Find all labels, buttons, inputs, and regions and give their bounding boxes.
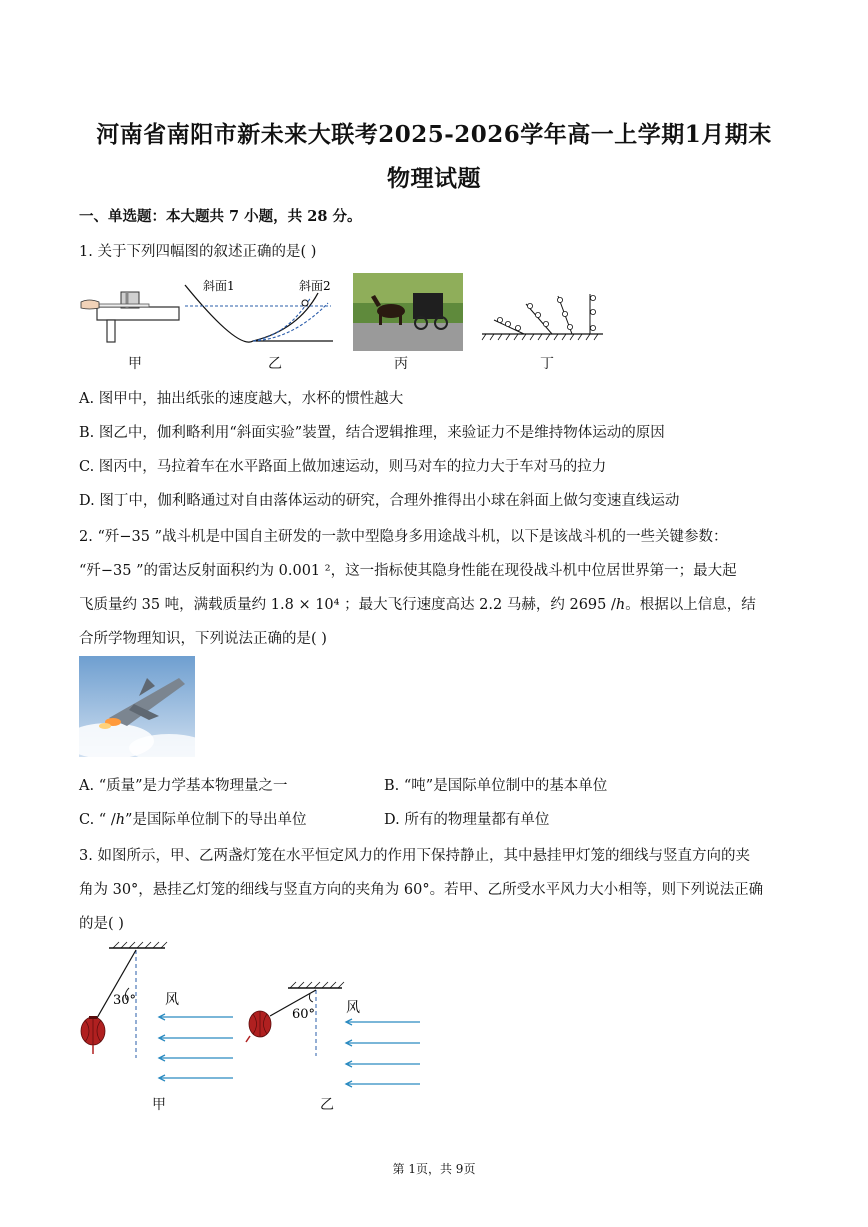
q3-stem-line3: 的是( ) (79, 916, 124, 932)
q3-wind-label-yi: 风 (346, 1000, 360, 1016)
q3-figure-yi (238, 978, 428, 1088)
exam-subtitle: 物理试题 (387, 165, 481, 192)
q3-label-jia: 甲 (152, 1097, 166, 1113)
q3-wind-label-jia: 风 (165, 992, 179, 1008)
q1-slope1-label: 斜面1 (203, 279, 235, 293)
section-heading: 一、单选题：本大题共 7 小题，共 28 分。 (79, 208, 362, 225)
exam-title: 河南省南阳市新未来大联考2025-2026学年高一上学期1月期末 (96, 121, 772, 148)
page-footer: 第 1页，共 9页 (392, 1162, 476, 1176)
q1-stem: 1. 关于下列四幅图的叙述正确的是( ) (79, 244, 317, 260)
q2-option-c: C. “ /ℎ”是国际单位制下的导出单位 (79, 812, 307, 828)
q1-option-d: D. 图丁中，伽利略通过对自由落体运动的研究，合理外推得出小球在斜面上做匀变速直线运动 (79, 493, 680, 509)
q1-slope2-label: 斜面2 (299, 279, 331, 293)
q1-option-c: C. 图丙中，马拉着车在水平路面上做加速运动，则马对车的拉力大于车对马的拉力 (79, 459, 607, 475)
q2-option-b: B. “吨”是国际单位制中的基本单位 (384, 778, 608, 794)
q1-figure-bing-photo (353, 273, 463, 351)
q1-figure-yi (183, 275, 335, 347)
q3-stem-line1: 3. 如图所示，甲、乙两盏灯笼在水平恒定风力的作用下保持静止，其中悬挂甲灯笼的细线与竖直方向的夹 (79, 848, 750, 864)
q3-angle-60: 60° (292, 1007, 316, 1022)
q2-option-a: A. “质量”是力学基本物理量之一 (79, 778, 288, 794)
q1-label-bing: 丙 (394, 356, 408, 372)
q1-figure-ding (480, 290, 605, 342)
q1-option-a: A. 图甲中，抽出纸张的速度越大，水杯的惯性越大 (79, 391, 404, 407)
q3-angle-30: 30° (113, 993, 137, 1008)
q1-option-b: B. 图乙中，伽利略利用“斜面实验”装置，结合逻辑推理，来验证力不是维持物体运动的原因 (79, 425, 665, 441)
q3-label-yi: 乙 (320, 1097, 334, 1113)
q2-fighter-jet-photo (79, 656, 195, 757)
q1-figure-jia (79, 272, 189, 352)
q2-stem-line1: 2. “歼−35 ”战斗机是中国自主研发的一款中型隐身多用途战斗机，以下是该战斗机的一些关键参数： (79, 529, 728, 545)
q1-label-yi: 乙 (268, 356, 282, 372)
q3-stem-line2: 角为 30°，悬挂乙灯笼的细线与竖直方向的夹角为 60°。若甲、乙所受水平风力大小相等，则下列说法正确 (79, 882, 764, 898)
q3-figure-jia (75, 938, 245, 1088)
q2-stem-line2: “歼−35 ”的雷达反射面积约为 0.001 ²，这一指标使其隐身性能在现役战斗机中位居世界第一；最大起 (79, 563, 737, 579)
q1-label-ding: 丁 (540, 356, 554, 372)
q2-stem-line4: 合所学物理知识，下列说法正确的是( ) (79, 631, 327, 647)
q2-stem-line3: 飞质量约 35 吨，满载质量约 1.8 × 10⁴ ；最大飞行速度高达 2.2 马赫，约 2695 /ℎ。根据以上信息，结 (79, 597, 756, 613)
q1-label-jia: 甲 (128, 356, 142, 372)
q2-option-d: D. 所有的物理量都有单位 (384, 812, 550, 828)
